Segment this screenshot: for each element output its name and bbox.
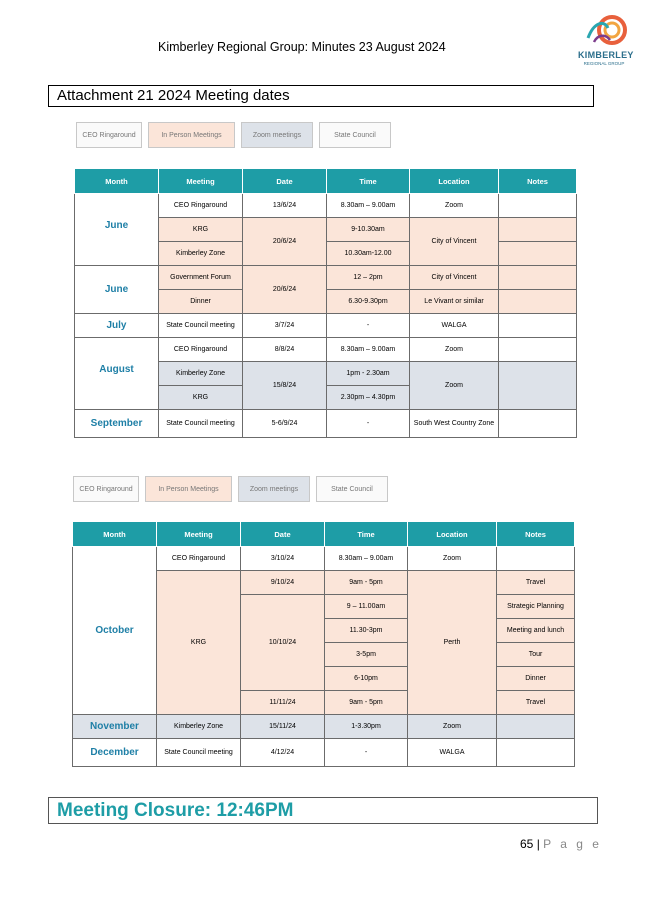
col-month: Month xyxy=(75,169,159,194)
month-cell: June xyxy=(75,194,159,266)
meeting-cell: Government Forum xyxy=(159,266,243,290)
location-cell: Zoom xyxy=(410,362,499,410)
notes-cell xyxy=(499,218,577,242)
meeting-closure-heading: Meeting Closure: 12:46PM xyxy=(48,797,598,824)
table-row xyxy=(75,314,577,338)
col-notes: Notes xyxy=(499,169,577,194)
meeting-cell: Dinner xyxy=(159,290,243,314)
notes-cell xyxy=(499,410,577,438)
notes-cell: Travel xyxy=(497,691,575,715)
col-location: Location xyxy=(410,169,499,194)
time-cell: 9am - 5pm xyxy=(325,691,408,715)
month-cell: August xyxy=(75,338,159,410)
month-cell: September xyxy=(75,410,159,438)
time-cell: 6-10pm xyxy=(325,667,408,691)
logo-text-regional-group: REGIONAL GROUP xyxy=(583,61,625,66)
notes-cell xyxy=(499,290,577,314)
location-cell: WALGA xyxy=(408,739,497,767)
notes-cell xyxy=(497,715,575,739)
time-cell: 11.30-3pm xyxy=(325,619,408,643)
logo-text-kimberley: KIMBERLEY xyxy=(578,50,634,60)
meeting-cell: KRG xyxy=(157,571,241,715)
notes-cell xyxy=(497,547,575,571)
date-cell: 15/11/24 xyxy=(241,715,325,739)
time-cell: 3-5pm xyxy=(325,643,408,667)
legend-ceo-ringaround: CEO Ringaround xyxy=(73,476,139,502)
notes-cell: Meeting and lunch xyxy=(497,619,575,643)
location-cell: City of Vincent xyxy=(410,266,499,290)
col-time: Time xyxy=(325,522,408,547)
table-row xyxy=(75,194,577,218)
legend-bottom xyxy=(73,476,388,502)
legend-ceo-ringaround: CEO Ringaround xyxy=(76,122,142,148)
date-cell: 13/6/24 xyxy=(243,194,327,218)
time-cell: 2.30pm – 4.30pm xyxy=(327,386,410,410)
month-cell: June xyxy=(75,266,159,314)
date-cell: 11/11/24 xyxy=(241,691,325,715)
page-number-footer xyxy=(520,837,602,851)
col-notes: Notes xyxy=(497,522,575,547)
time-cell: 8.30am – 9.00am xyxy=(327,338,410,362)
notes-cell: Dinner xyxy=(497,667,575,691)
notes-cell xyxy=(499,338,577,362)
date-cell: 20/6/24 xyxy=(243,218,327,266)
meeting-cell: CEO Ringaround xyxy=(159,194,243,218)
time-cell: - xyxy=(325,739,408,767)
date-cell: 9/10/24 xyxy=(241,571,325,595)
location-cell: Zoom xyxy=(410,338,499,362)
date-cell: 15/8/24 xyxy=(243,362,327,410)
date-cell: 3/7/24 xyxy=(243,314,327,338)
table-header-row xyxy=(75,169,577,194)
date-cell: 10/10/24 xyxy=(241,595,325,691)
time-cell: - xyxy=(327,410,410,438)
notes-cell xyxy=(499,266,577,290)
time-cell: 1-3.30pm xyxy=(325,715,408,739)
time-cell: - xyxy=(327,314,410,338)
page-header-title: Kimberley Regional Group: Minutes 23 August 2024 xyxy=(158,40,446,54)
meeting-cell: KRG xyxy=(159,386,243,410)
page-number: 65 xyxy=(520,837,534,851)
notes-cell xyxy=(499,242,577,266)
col-location: Location xyxy=(408,522,497,547)
meeting-cell: State Council meeting xyxy=(159,410,243,438)
meeting-cell: Kimberley Zone xyxy=(159,362,243,386)
table-row xyxy=(73,715,575,739)
legend-state-council: State Council xyxy=(316,476,388,502)
notes-cell xyxy=(499,194,577,218)
table-row xyxy=(75,266,577,290)
col-meeting: Meeting xyxy=(157,522,241,547)
col-month: Month xyxy=(73,522,157,547)
table-row xyxy=(73,547,575,571)
logo-swirl-icon xyxy=(578,12,630,50)
legend-zoom: Zoom meetings xyxy=(241,122,313,148)
time-cell: 12 – 2pm xyxy=(327,266,410,290)
schedule-table-1 xyxy=(74,168,577,438)
schedule-table-2 xyxy=(72,521,575,767)
legend-in-person: In Person Meetings xyxy=(145,476,232,502)
time-cell: 8.30am – 9.00am xyxy=(325,547,408,571)
meeting-cell: CEO Ringaround xyxy=(157,547,241,571)
location-cell: Le Vivant or similar xyxy=(410,290,499,314)
kimberley-logo xyxy=(578,12,634,70)
location-cell: Zoom xyxy=(408,715,497,739)
meeting-cell: State Council meeting xyxy=(159,314,243,338)
location-cell: Perth xyxy=(408,571,497,715)
location-cell: WALGA xyxy=(410,314,499,338)
location-cell: City of Vincent xyxy=(410,218,499,266)
col-date: Date xyxy=(243,169,327,194)
table-row xyxy=(73,739,575,767)
table-header-row xyxy=(73,522,575,547)
col-meeting: Meeting xyxy=(159,169,243,194)
location-cell: South West Country Zone xyxy=(410,410,499,438)
notes-cell: Travel xyxy=(497,571,575,595)
notes-cell: Strategic Planning xyxy=(497,595,575,619)
time-cell: 9-10.30am xyxy=(327,218,410,242)
time-cell: 9 – 11.00am xyxy=(325,595,408,619)
time-cell: 1pm - 2.30am xyxy=(327,362,410,386)
date-cell: 20/6/24 xyxy=(243,266,327,314)
legend-in-person: In Person Meetings xyxy=(148,122,235,148)
location-cell: Zoom xyxy=(408,547,497,571)
date-cell: 3/10/24 xyxy=(241,547,325,571)
time-cell: 10.30am-12.00 xyxy=(327,242,410,266)
month-cell: November xyxy=(73,715,157,739)
notes-cell xyxy=(497,739,575,767)
date-cell: 4/12/24 xyxy=(241,739,325,767)
notes-cell: Tour xyxy=(497,643,575,667)
attachment-title: Attachment 21 2024 Meeting dates xyxy=(48,85,594,107)
meeting-cell: KRG xyxy=(159,218,243,242)
time-cell: 6.30-9.30pm xyxy=(327,290,410,314)
legend-zoom: Zoom meetings xyxy=(238,476,310,502)
legend-state-council: State Council xyxy=(319,122,391,148)
month-cell: October xyxy=(73,547,157,715)
notes-cell xyxy=(499,362,577,410)
notes-cell xyxy=(499,314,577,338)
table-row xyxy=(75,410,577,438)
table-row xyxy=(75,338,577,362)
time-cell: 8.30am – 9.00am xyxy=(327,194,410,218)
meeting-cell: CEO Ringaround xyxy=(159,338,243,362)
meeting-cell: Kimberley Zone xyxy=(159,242,243,266)
meeting-cell: State Council meeting xyxy=(157,739,241,767)
col-date: Date xyxy=(241,522,325,547)
month-cell: December xyxy=(73,739,157,767)
time-cell: 9am - 5pm xyxy=(325,571,408,595)
page-label: P a g e xyxy=(543,837,602,851)
date-cell: 5-6/9/24 xyxy=(243,410,327,438)
meeting-cell: Kimberley Zone xyxy=(157,715,241,739)
month-cell: July xyxy=(75,314,159,338)
date-cell: 8/8/24 xyxy=(243,338,327,362)
page-separator: | xyxy=(536,837,540,851)
location-cell: Zoom xyxy=(410,194,499,218)
col-time: Time xyxy=(327,169,410,194)
legend-top xyxy=(76,122,391,148)
